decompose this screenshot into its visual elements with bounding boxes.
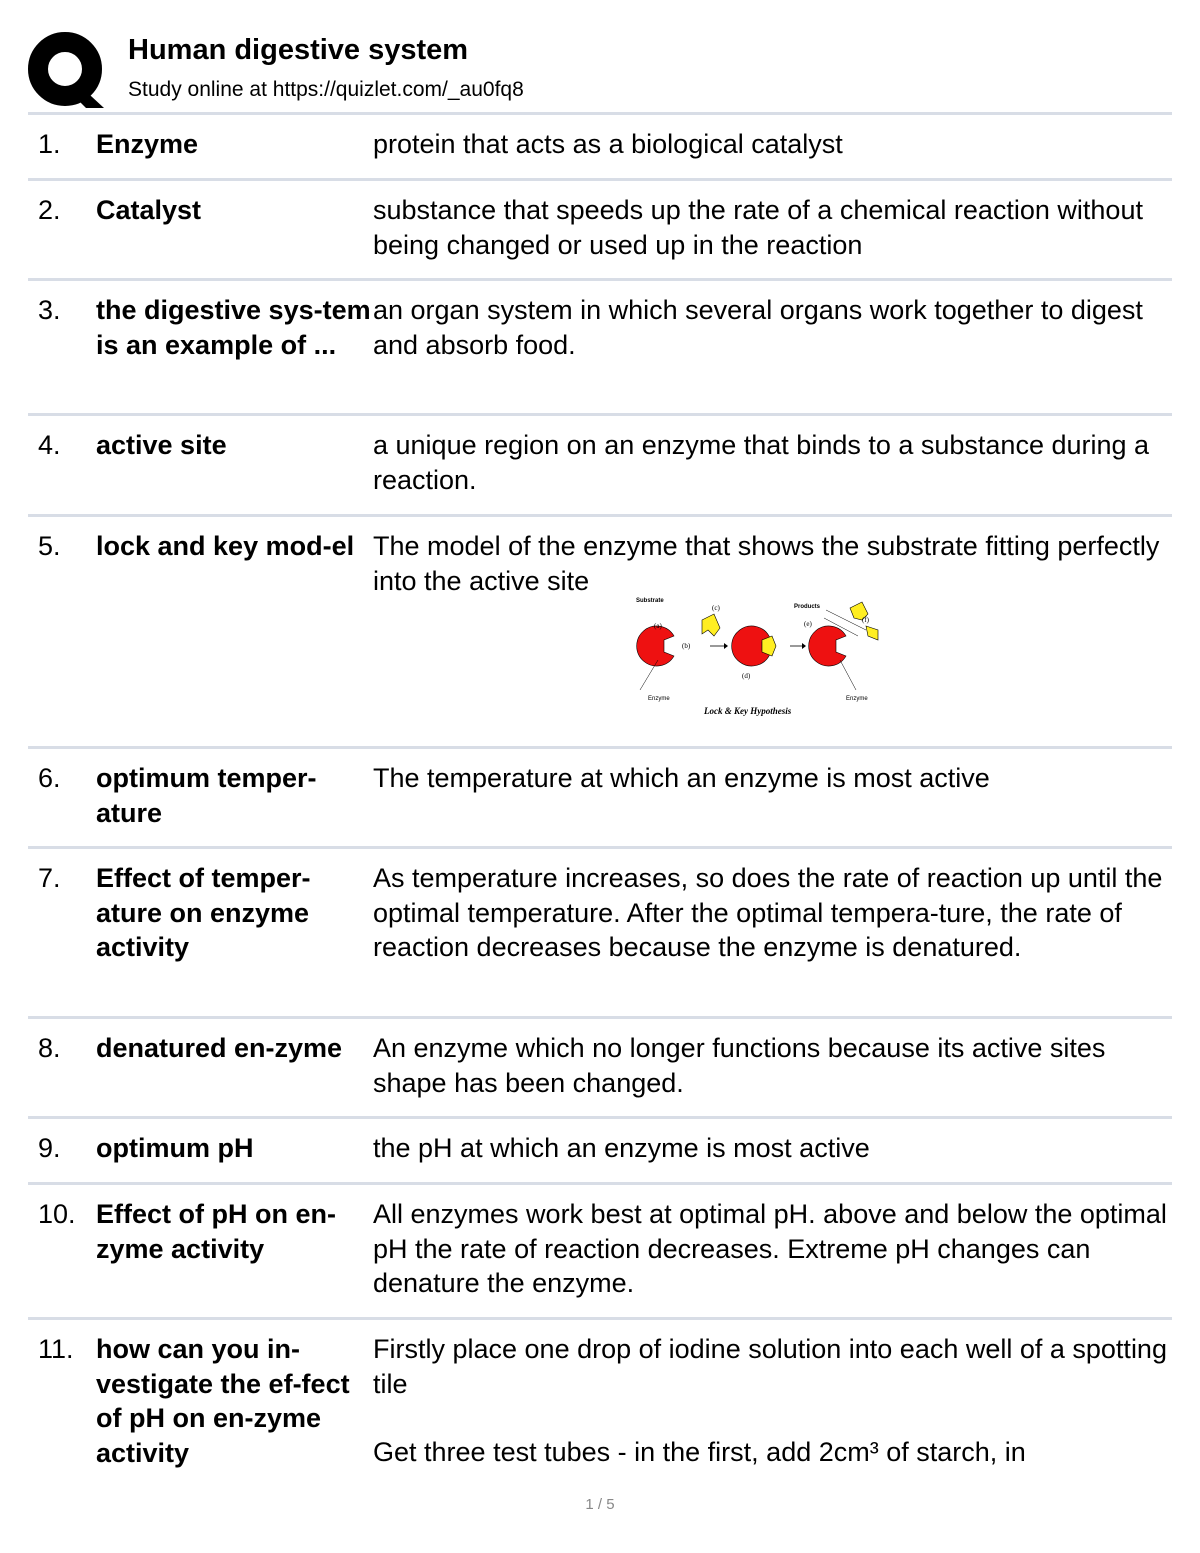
enzyme-shape bbox=[809, 626, 846, 666]
card-row bbox=[28, 112, 1172, 178]
substrate-in-site bbox=[762, 636, 776, 656]
card-number: 1. bbox=[38, 129, 61, 159]
card-number: 3. bbox=[38, 295, 61, 325]
card-definition: a unique region on an enzyme that binds to a substance during a reaction. bbox=[373, 430, 1150, 495]
card-term: how can you in-vestigate the ef-fect of pH on en-zyme activity bbox=[96, 1334, 350, 1468]
substrate-shape bbox=[702, 614, 720, 636]
card-number: 11. bbox=[38, 1334, 74, 1364]
diagram-caption: Lock & Key Hypothesis bbox=[704, 706, 792, 716]
card-number: 9. bbox=[38, 1133, 61, 1163]
diagram-label: (c) bbox=[712, 604, 720, 612]
card-number: 7. bbox=[38, 863, 61, 893]
card-term: active site bbox=[96, 430, 227, 460]
card-definition: Firstly place one drop of iodine solution into each well of a spotting tile Get three test tubes - in the first, add 2cm³ of starch, in bbox=[373, 1334, 1167, 1467]
diagram-label: Enzyme bbox=[846, 696, 868, 702]
card-number: 8. bbox=[38, 1033, 61, 1063]
card-term: Catalyst bbox=[96, 195, 202, 225]
card-row bbox=[28, 846, 1172, 1016]
lock-and-key-diagram bbox=[618, 596, 888, 722]
card-row bbox=[28, 278, 1172, 413]
card-definition: The temperature at which an enzyme is most active bbox=[373, 763, 990, 793]
card-term: the digestive sys-tem is an example of ... bbox=[96, 295, 371, 360]
card-definition: The model of the enzyme that shows the substrate fitting perfectly into the active site bbox=[373, 531, 1160, 596]
card-number: 5. bbox=[38, 531, 61, 561]
document-title: Human digestive system bbox=[128, 34, 469, 66]
card-definition: an organ system in which several organs work together to digest and absorb food. bbox=[373, 295, 1143, 360]
enzyme-shape bbox=[637, 626, 674, 666]
study-link-line bbox=[128, 78, 524, 102]
diagram-label: Products bbox=[794, 604, 821, 610]
flashcard-list bbox=[28, 112, 1172, 1477]
diagram-label: (b) bbox=[682, 642, 691, 650]
card-definition: As temperature increases, so does the rate of reaction up until the optimal temperature. After the optimal tempera-ture, the rate of reaction decreases because the enzyme is denatured. bbox=[373, 863, 1163, 962]
card-row bbox=[28, 178, 1172, 278]
card-number: 10. bbox=[38, 1199, 76, 1229]
card-term: lock and key mod-el bbox=[96, 531, 355, 561]
card-definition: the pH at which an enzyme is most active bbox=[373, 1133, 870, 1163]
diagram-label: Enzyme bbox=[648, 696, 670, 702]
diagram-label: Substrate bbox=[636, 598, 664, 604]
card-term: Effect of temper-ature on enzyme activity bbox=[96, 863, 311, 962]
diagram-label: (d) bbox=[742, 672, 751, 680]
card-number: 6. bbox=[38, 763, 61, 793]
card-definition: An enzyme which no longer functions because its active sites shape has been changed. bbox=[373, 1033, 1106, 1098]
diagram-label: (a) bbox=[654, 622, 662, 630]
study-url-link[interactable]: https://quizlet.com/_au0fq8 bbox=[272, 78, 524, 101]
card-term: optimum pH bbox=[96, 1133, 254, 1163]
card-number: 4. bbox=[38, 430, 61, 460]
diagram-label: (f) bbox=[862, 616, 869, 624]
card-row bbox=[28, 514, 1172, 746]
product-shape bbox=[866, 626, 878, 640]
card-term: Effect of pH on en-zyme activity bbox=[96, 1199, 336, 1264]
study-prefix: Study online at bbox=[128, 78, 267, 101]
page-number: 1 / 5 bbox=[585, 1496, 615, 1513]
card-definition: protein that acts as a biological catalyst bbox=[373, 129, 843, 159]
card-term: Enzyme bbox=[96, 129, 199, 159]
card-row bbox=[28, 746, 1172, 846]
card-term: optimum temper-ature bbox=[96, 763, 317, 828]
card-row bbox=[28, 1116, 1172, 1182]
card-term: denatured en-zyme bbox=[96, 1033, 343, 1063]
page-header bbox=[28, 28, 1172, 110]
card-row bbox=[28, 413, 1172, 514]
card-number: 2. bbox=[38, 195, 61, 225]
card-row bbox=[28, 1317, 1172, 1477]
card-row bbox=[28, 1016, 1172, 1116]
quizlet-logo-icon bbox=[28, 32, 106, 110]
card-definition: substance that speeds up the rate of a chemical reaction without being changed or used up in the reaction bbox=[373, 195, 1143, 260]
card-row bbox=[28, 1182, 1172, 1317]
card-definition: All enzymes work best at optimal pH. above and below the optimal pH the rate of reaction decreases. Extreme pH changes can denature the enzyme. bbox=[373, 1199, 1167, 1298]
diagram-label: (e) bbox=[804, 620, 812, 628]
